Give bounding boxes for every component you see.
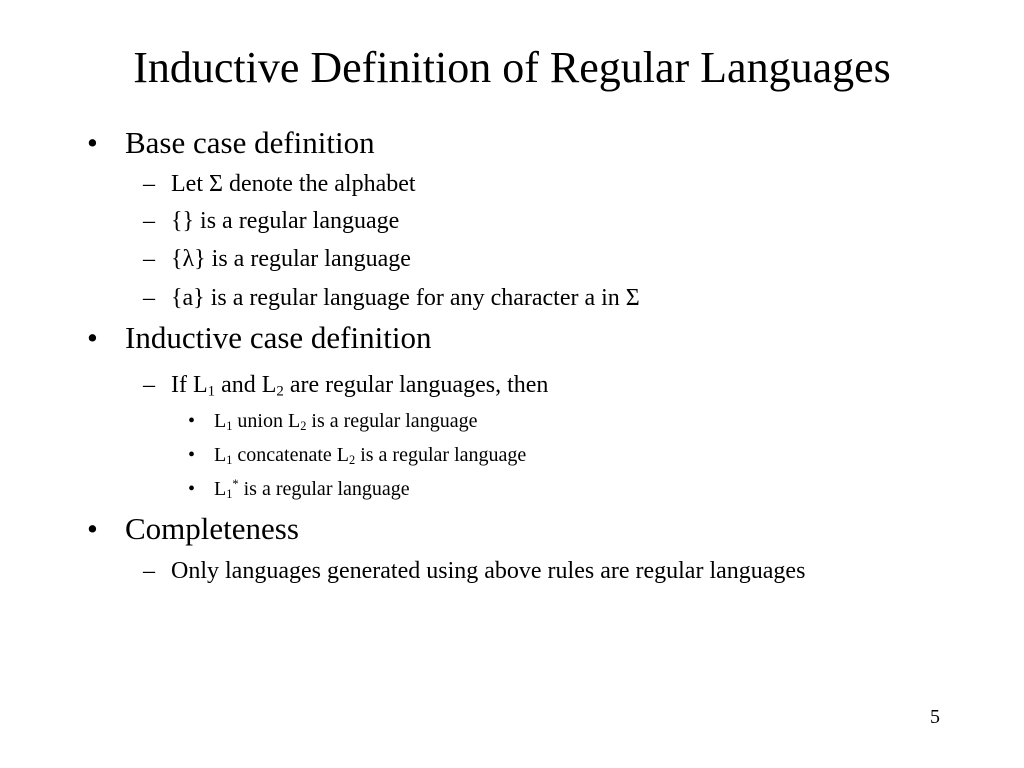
bullet-text: Inductive case definition: [125, 320, 432, 355]
bullet-marker: •: [87, 320, 98, 355]
bullet-marker: •: [188, 410, 196, 432]
dash-marker: –: [143, 372, 155, 398]
bullet-text: Completeness: [125, 511, 299, 546]
dash-marker: –: [143, 208, 155, 234]
sub-bullet-text: Let Σ denote the alphabet: [171, 171, 416, 197]
sub-bullet-text: {λ} is a regular language: [171, 246, 411, 272]
dash-marker: –: [143, 246, 155, 272]
sub-sub-bullet-text: $L_1$ union $L_2$ is a regular language: [214, 410, 478, 434]
dash-marker: –: [143, 285, 155, 311]
dash-marker: –: [143, 558, 155, 584]
bullet-marker: •: [87, 511, 98, 546]
bullet-text: Base case definition: [125, 125, 375, 160]
sub-bullet-text: {a} is a regular language for any character a in Σ: [171, 285, 640, 311]
sub-bullet-text: {} is a regular language: [171, 208, 400, 234]
sub-sub-bullet-text: $L_1^*$ is a regular language: [214, 477, 410, 502]
dash-marker: –: [143, 171, 155, 197]
bullet-marker: •: [87, 125, 98, 160]
slide-title: Inductive Definition of Regular Languages: [133, 43, 891, 92]
bullet-marker: •: [188, 478, 196, 500]
sub-sub-bullet-text: $L_1$ concatenate $L_2$ is a regular language: [214, 444, 527, 468]
page-number: 5: [930, 706, 940, 728]
bullet-marker: •: [188, 444, 196, 466]
sub-bullet-text: Only languages generated using above rules are regular languages: [171, 558, 806, 584]
sub-bullet-text: If $L_1$ and $L_2$ are regular languages, then: [171, 372, 549, 400]
